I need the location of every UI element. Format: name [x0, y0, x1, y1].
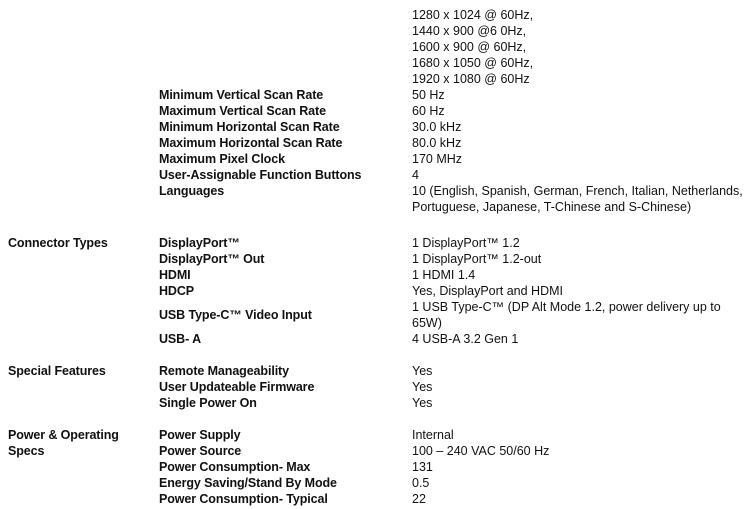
spec-label-power-consumption-typical: Power Consumption- Typical	[159, 492, 328, 506]
category-power-operating-cont: Specs	[8, 444, 45, 458]
spec-label-power-source: Power Source	[159, 444, 242, 458]
spec-value-remote-manageability: Yes	[412, 364, 433, 378]
spec-value-power-consumption-typical: 22	[412, 492, 426, 506]
spec-value-hdcp: Yes, DisplayPort and HDMI	[412, 284, 563, 298]
spec-label-min-horizontal-scan: Minimum Horizontal Scan Rate	[159, 120, 340, 134]
resolution-value: 1920 x 1080 @ 60Hz	[412, 72, 530, 86]
spec-label-power-consumption-max: Power Consumption- Max	[159, 460, 311, 474]
spec-value-max-pixel-clock: 170 MHz	[412, 152, 463, 166]
spec-value-displayport-out: 1 DisplayPort™ 1.2-out	[412, 252, 542, 266]
spec-label-displayport: DisplayPort™	[159, 236, 240, 250]
spec-value-usb-a: 4 USB-A 3.2 Gen 1	[412, 332, 519, 346]
resolution-value: 1280 x 1024 @ 60Hz,	[412, 8, 534, 22]
spec-label-power-supply: Power Supply	[159, 428, 241, 442]
spec-value-max-vertical-scan: 60 Hz	[412, 104, 445, 118]
spec-label-max-pixel-clock: Maximum Pixel Clock	[159, 152, 285, 166]
spec-value-usb-c-video: 1 USB Type-C™ (DP Alt Mode 1.2, power delivery up to	[412, 300, 721, 314]
spec-label-max-horizontal-scan: Maximum Horizontal Scan Rate	[159, 136, 343, 150]
spec-label-displayport-out: DisplayPort™ Out	[159, 252, 265, 266]
spec-label-max-vertical-scan: Maximum Vertical Scan Rate	[159, 104, 326, 118]
category-special-features: Special Features	[8, 364, 106, 378]
spec-value-energy-saving: 0.5	[412, 476, 430, 490]
spec-label-usb-c-video: USB Type-C™ Video Input	[159, 308, 312, 322]
spec-label-hdcp: HDCP	[159, 284, 195, 298]
spec-value-usb-c-video-cont: 65W)	[412, 316, 442, 330]
category-power-operating: Power & Operating	[8, 428, 119, 442]
spec-label-single-power-on: Single Power On	[159, 396, 257, 410]
spec-value-min-vertical-scan: 50 Hz	[412, 88, 445, 102]
resolution-value: 1680 x 1050 @ 60Hz,	[412, 56, 534, 70]
spec-label-function-buttons: User-Assignable Function Buttons	[159, 168, 362, 182]
spec-label-remote-manageability: Remote Manageability	[159, 364, 289, 378]
spec-value-hdmi: 1 HDMI 1.4	[412, 268, 476, 282]
spec-value-languages-cont: Portuguese, Japanese, T-Chinese and S-Chinese)	[412, 200, 692, 214]
spec-value-languages: 10 (English, Spanish, German, French, Italian, Netherlands,	[412, 184, 743, 198]
spec-label-user-updateable-firmware: User Updateable Firmware	[159, 380, 315, 394]
category-connector-types: Connector Types	[8, 236, 108, 250]
spec-value-function-buttons: 4	[412, 168, 419, 182]
spec-label-hdmi: HDMI	[159, 268, 191, 282]
spec-value-power-supply: Internal	[412, 428, 454, 442]
spec-label-languages: Languages	[159, 184, 225, 198]
spec-label-usb-a: USB- A	[159, 332, 201, 346]
spec-value-min-horizontal-scan: 30.0 kHz	[412, 120, 462, 134]
spec-value-power-consumption-max: 131	[412, 460, 433, 474]
spec-value-user-updateable-firmware: Yes	[412, 380, 433, 394]
spec-label-min-vertical-scan: Minimum Vertical Scan Rate	[159, 88, 324, 102]
spec-value-displayport: 1 DisplayPort™ 1.2	[412, 236, 520, 250]
spec-value-single-power-on: Yes	[412, 396, 433, 410]
spec-label-energy-saving: Energy Saving/Stand By Mode	[159, 476, 337, 490]
spec-value-max-horizontal-scan: 80.0 kHz	[412, 136, 462, 150]
resolution-value: 1440 x 900 @6 0Hz,	[412, 24, 527, 38]
resolution-value: 1600 x 900 @ 60Hz,	[412, 40, 527, 54]
spec-value-power-source: 100 – 240 VAC 50/60 Hz	[412, 444, 550, 458]
